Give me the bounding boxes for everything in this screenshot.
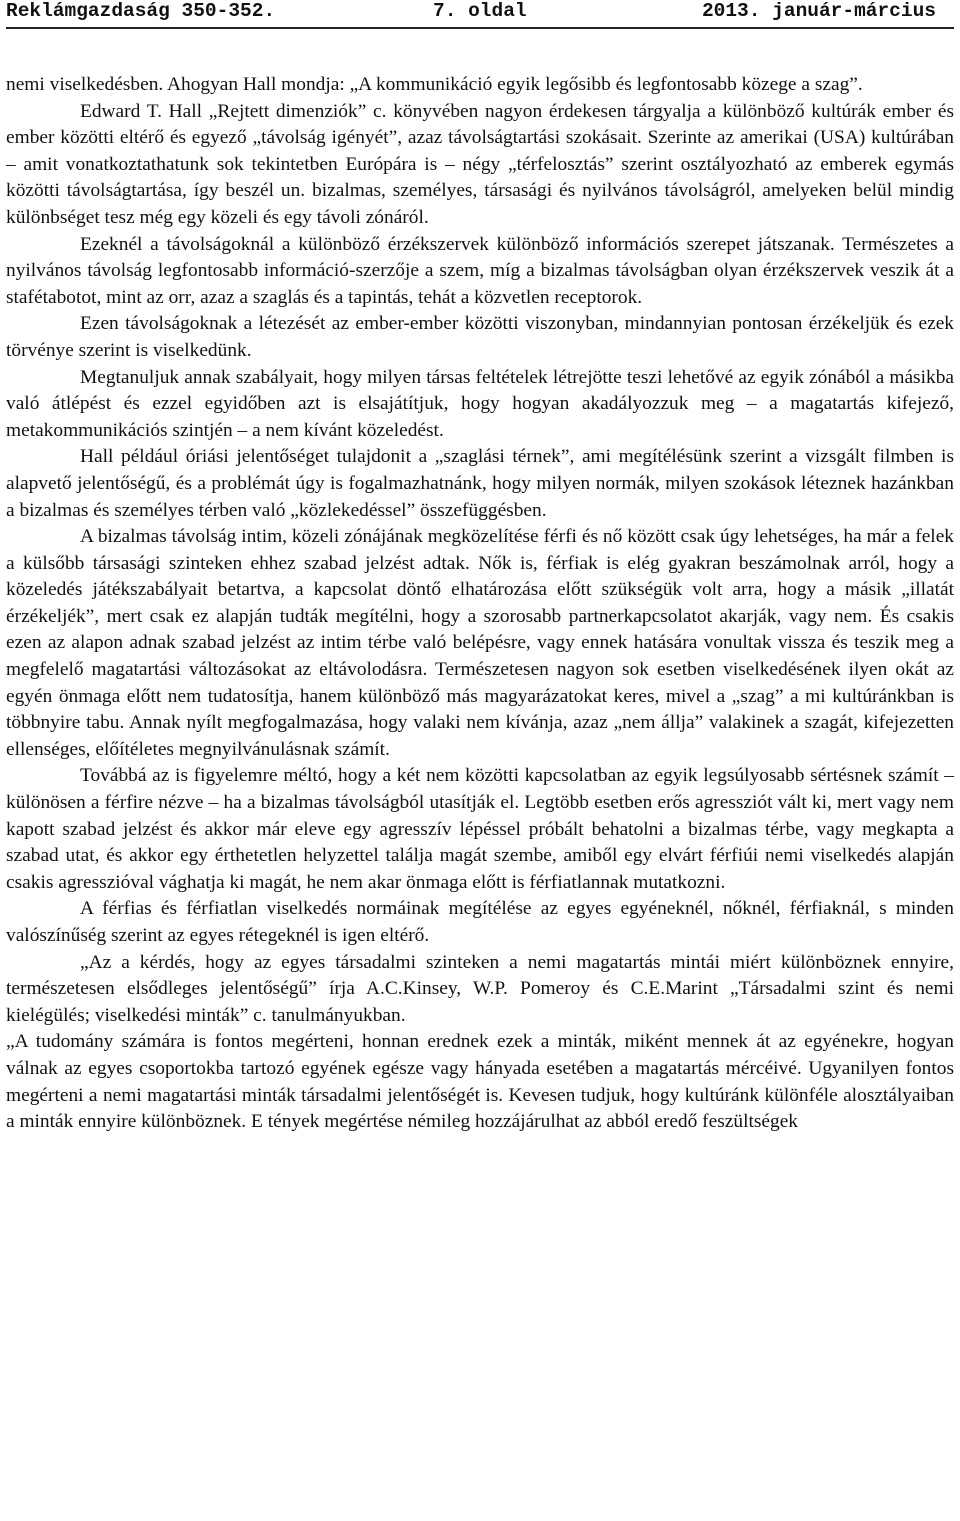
header-divider bbox=[6, 27, 954, 29]
article-body bbox=[6, 72, 954, 1136]
paragraph: A bizalmas távolság intim, közeli zónájának megközelítése férfi és nő között csak úgy lehetséges, ha már a felek a külsőbb társasági szinteken ehhez szabad jelzést adtak. Nők is, férfiak is elég gyakran beszámolnak arról, hogy a közeledés játékszabályait betartva, a kapcsolat döntő elhatározása előtt szükségük volt arra, hogy a másik „illatát érzékeljék”, mert csak ez alapján tudták megítélni, hogy a szorosabb partnerkapcsolatot akarják, vagy nem. És csakis ezen az alapon adnak szabad jelzést az intim térbe való belépésre, vagy ennek hatására vonultak vissza és teszik meg a megfelelő magatartási változásokat az eltávolodásra. Természetesen nagyon sok esetben viselkedésének ilyen okát az egyén önmaga előtt nem tudatosítja, hanem különböző más magyarázatokat keres, mivel a „szag” a mi kultúránkban is többnyire tabu. Annak nyílt megfogalmazása, hogy valaki nem kívánja, azaz „nem állja” valakinek a szagát, kifejezetten ellenséges, előítéletes megnyilvánulásnak számít. bbox=[6, 526, 954, 760]
paragraph: A férfias és férfiatlan viselkedés normáinak megítélése az egyes egyéneknél, nőknél, férfiaknál, s minden valószínűség szerint az egyes rétegeknél is igen eltérő. bbox=[6, 898, 954, 946]
paragraph: „A tudomány számára is fontos megérteni, honnan erednek ezek a minták, miként mennek át az egyénekre, hogyan válnak az egyes csoportokba tartozó egyének egésze vagy hányada esetében a magatartás mércéivé. Ugyanilyen fontos megérteni a nemi magatartási minták társadalmi jelentőségét is. Kevesen tudjuk, hogy kultúránk különféle alosztályaiban a minták ennyire különböznek. E tények megértése némileg hozzájárulhat az abból eredő feszültségek bbox=[6, 1031, 954, 1133]
paragraph: Megtanuljuk annak szabályait, hogy milyen társas feltételek létrejötte teszi lehetővé az egyik zónából a másikba való átlépést és ezzel egyidőben azt is elsajátítjuk, hogy hogyan akadályozzuk meg – a magatartás kifejező, metakommunikációs szintjén – a nem kívánt közeledést. bbox=[6, 366, 954, 441]
paragraph: nemi viselkedésben. Ahogyan Hall mondja: „A kommunikáció egyik legősibb és legfontosabb közege a szag”. bbox=[6, 74, 863, 95]
issue-date: 2013. január-március bbox=[701, 0, 936, 22]
paragraph: „Az a kérdés, hogy az egyes társadalmi szinteken a nemi magatartás mintái miért különböznek ennyire, természetesen elsődleges jelentőségű” írja A.C.Kinsey, W.P. Pomeroy és C.E.Marint „Társadalmi szint és nemi kielégülés; viselkedési minták” c. tanulmányukban. bbox=[6, 951, 954, 1026]
paragraph: Ezeknél a távolságoknál a különböző érzékszervek különböző információs szerepet játszanak. Természetes a nyilvános távolság legfontosabb információ-szerzője a szem, míg a bizalmas távolságban olyan érzékszervek veszik át a stafétabotot, mint az orr, azaz a szaglás és a tapintás, tehát a közvetlen receptorok. bbox=[6, 233, 954, 308]
paragraph: Hall például óriási jelentőséget tulajdonit a „szaglási térnek”, ami megítélésünk szerint a vizsgált filmben is alapvető jelentőségű, és a problémát úgy is fogalmazhatnánk, hogy milyen normák, milyen szokások léteznek hazánkban a bizalmas és személyes térben való „közlekedéssel” összefüggésben. bbox=[6, 446, 954, 521]
page-header bbox=[6, 0, 936, 24]
journal-title: Reklámgazdaság 350-352. bbox=[6, 0, 276, 22]
paragraph: Ezen távolságoknak a létezését az ember-ember közötti viszonyban, mindannyian pontosan érzékeljük és ezek törvénye szerint is viselkedünk. bbox=[6, 313, 954, 361]
page-number: 7. oldal bbox=[433, 0, 527, 22]
paragraph: Továbbá az is figyelemre méltó, hogy a két nem közötti kapcsolatban az egyik legsúlyosabb sértésnek számít – különösen a férfire nézve – ha a bizalmas távolságból utasítják el. Legtöbb esetben erős agressziót vált ki, mert vagy nem kapott szabad jelzést és akkor már eleve egy agresszív lépéssel próbált behatolni a bizalmas térbe, vagy megkapta a szabad utat, és akkor egy érthetetlen helyzettel találja magát szembe, amiből egy elvárt férfiúi nemi viselkedés alapján csakis agresszióval vághatja ki magát, he nem akar önmaga előtt is férfiatlannak mutatkozni. bbox=[6, 765, 954, 893]
paragraph: Edward T. Hall „Rejtett dimenziók” c. könyvében nagyon érdekesen tárgyalja a különböző kultúrák ember és ember közötti eltérő és egyező „távolság igényét”, azaz távolságtartási szokásait. Szerinte az amerikai (USA) kultúrában – amit vonatkoztathatunk sok tekintetben Európára is – négy „térfelosztás” szerint osztályozható az emberek egymás közötti távolságtartása, így beszél un. bizalmas, személyes, társasági és nyilvános távolságról, amelyeken belül mindig különbséget tesz még egy közeli és egy távoli zónáról. bbox=[6, 100, 954, 228]
